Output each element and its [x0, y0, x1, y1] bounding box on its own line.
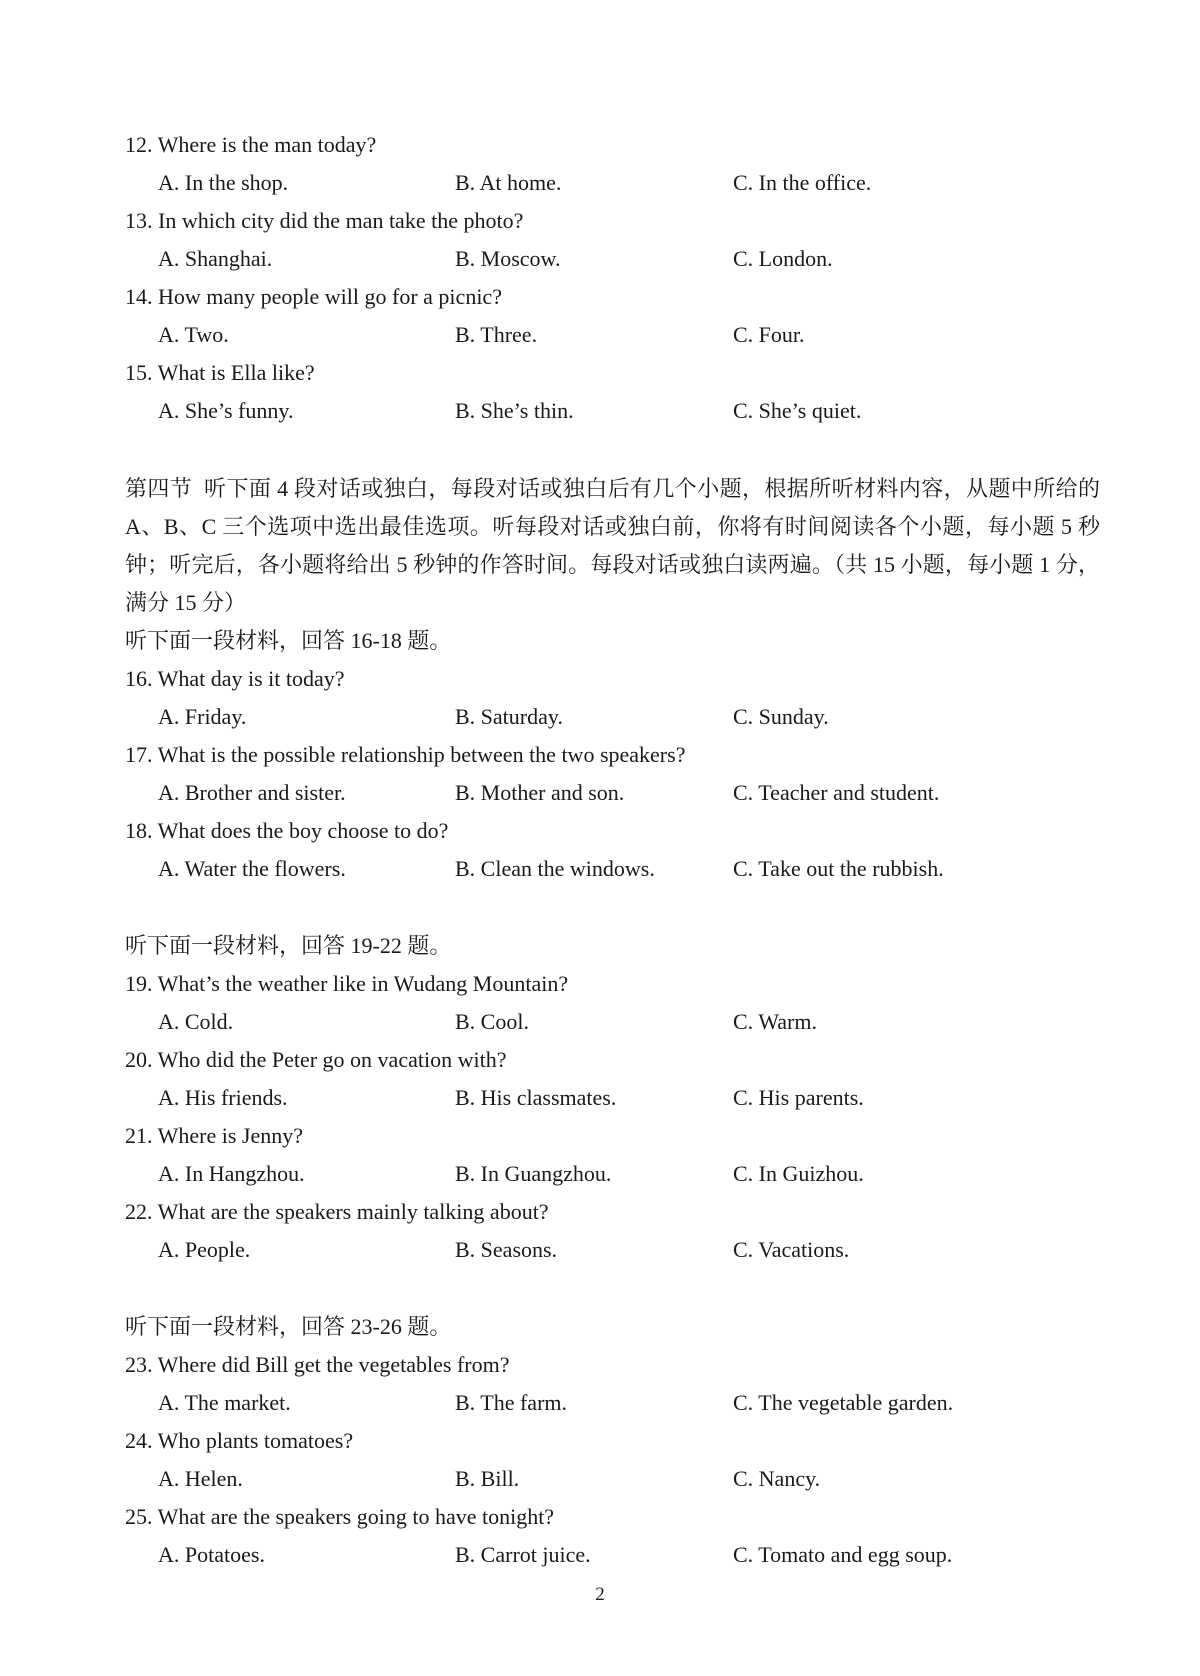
option-16-b: B. Saturday. [455, 704, 563, 729]
option-14-b: B. Three. [455, 322, 538, 347]
options-18 [125, 850, 1100, 888]
question-group-16-18 [125, 660, 1100, 888]
option-23-b: B. The farm. [455, 1390, 568, 1415]
options-19 [125, 1003, 1100, 1041]
option-17-b: B. Mother and son. [455, 780, 625, 805]
option-18-a: A. Water the flowers. [158, 856, 346, 881]
option-18-b: B. Clean the windows. [455, 856, 655, 881]
options-12 [125, 164, 1100, 202]
option-21-c: C. In Guizhou. [733, 1161, 864, 1186]
question-12: 12. Where is the man today? [125, 132, 377, 157]
question-24: 24. Who plants tomatoes? [125, 1428, 354, 1453]
option-22-c: C. Vacations. [733, 1237, 850, 1262]
option-24-b: B. Bill. [455, 1466, 520, 1491]
options-17 [125, 774, 1100, 812]
option-14-a: A. Two. [158, 322, 229, 347]
option-19-b: B. Cool. [455, 1009, 529, 1034]
option-20-a: A. His friends. [158, 1085, 288, 1110]
option-17-a: A. Brother and sister. [158, 780, 346, 805]
question-14: 14. How many people will go for a picnic? [125, 284, 502, 309]
option-25-c: C. Tomato and egg soup. [733, 1542, 953, 1567]
option-21-b: B. In Guangzhou. [455, 1161, 612, 1186]
section-4-instructions [125, 470, 1100, 622]
section-4-text: 听下面 4 段对话或独白，每段对话或独白后有几个小题，根据所听材料内容，从题中所给的 A、B、C 三个选项中选出最佳选项。听每段对话或独白前，你将有时间阅读各个小题，每小题 5 秒钟；听完后，各小题将给出 5 秒钟的作答时间。每段对话或独白读两遍。（共 15 小题，每小题 1 分，满分 15 分） [125, 476, 1100, 615]
options-24 [125, 1460, 1100, 1498]
option-17-c: C. Teacher and student. [733, 780, 940, 805]
page-number: 2 [595, 1584, 605, 1605]
question-19: 19. What’s the weather like in Wudang Mountain? [125, 971, 569, 996]
question-22: 22. What are the speakers mainly talking about? [125, 1199, 549, 1224]
option-15-a: A. She’s funny. [158, 398, 294, 423]
question-15: 15. What is Ella like? [125, 360, 315, 385]
option-14-c: C. Four. [733, 322, 805, 347]
question-17: 17. What is the possible relationship between the two speakers? [125, 742, 686, 767]
option-23-c: C. The vegetable garden. [733, 1390, 954, 1415]
question-group-12-15 [125, 126, 1100, 430]
option-23-a: A. The market. [158, 1390, 291, 1415]
option-12-a: A. In the shop. [158, 170, 289, 195]
question-20: 20. Who did the Peter go on vacation with? [125, 1047, 507, 1072]
question-16: 16. What day is it today? [125, 666, 345, 691]
group-heading-16-18: 听下面一段材料，回答 16-18 题。 [125, 628, 452, 653]
options-21 [125, 1155, 1100, 1193]
option-13-c: C. London. [733, 246, 833, 271]
option-12-c: C. In the office. [733, 170, 872, 195]
option-15-c: C. She’s quiet. [733, 398, 862, 423]
group-heading-19-22: 听下面一段材料，回答 19-22 题。 [125, 933, 452, 958]
option-24-c: C. Nancy. [733, 1466, 821, 1491]
option-12-b: B. At home. [455, 170, 562, 195]
options-14 [125, 316, 1100, 354]
option-19-c: C. Warm. [733, 1009, 817, 1034]
options-16 [125, 698, 1100, 736]
options-20 [125, 1079, 1100, 1117]
question-group-19-22 [125, 965, 1100, 1269]
question-23: 23. Where did Bill get the vegetables from? [125, 1352, 510, 1377]
options-25 [125, 1536, 1100, 1574]
option-21-a: A. In Hangzhou. [158, 1161, 305, 1186]
option-25-a: A. Potatoes. [158, 1542, 265, 1567]
option-24-a: A. Helen. [158, 1466, 243, 1491]
option-13-b: B. Moscow. [455, 246, 561, 271]
option-16-a: A. Friday. [158, 704, 247, 729]
option-18-c: C. Take out the rubbish. [733, 856, 944, 881]
options-22 [125, 1231, 1100, 1269]
option-20-b: B. His classmates. [455, 1085, 617, 1110]
option-25-b: B. Carrot juice. [455, 1542, 591, 1567]
group-heading-23-26: 听下面一段材料，回答 23-26 题。 [125, 1314, 452, 1339]
section-4-title: 第四节 [125, 476, 193, 501]
question-18: 18. What does the boy choose to do? [125, 818, 449, 843]
question-group-23-26 [125, 1346, 1100, 1574]
question-21: 21. Where is Jenny? [125, 1123, 303, 1148]
question-25: 25. What are the speakers going to have tonight? [125, 1504, 555, 1529]
option-15-b: B. She’s thin. [455, 398, 574, 423]
options-15 [125, 392, 1100, 430]
option-13-a: A. Shanghai. [158, 246, 273, 271]
question-13: 13. In which city did the man take the photo? [125, 208, 524, 233]
option-16-c: C. Sunday. [733, 704, 829, 729]
option-20-c: C. His parents. [733, 1085, 864, 1110]
option-22-b: B. Seasons. [455, 1237, 558, 1262]
options-13 [125, 240, 1100, 278]
option-19-a: A. Cold. [158, 1009, 234, 1034]
option-22-a: A. People. [158, 1237, 251, 1262]
options-23 [125, 1384, 1100, 1422]
